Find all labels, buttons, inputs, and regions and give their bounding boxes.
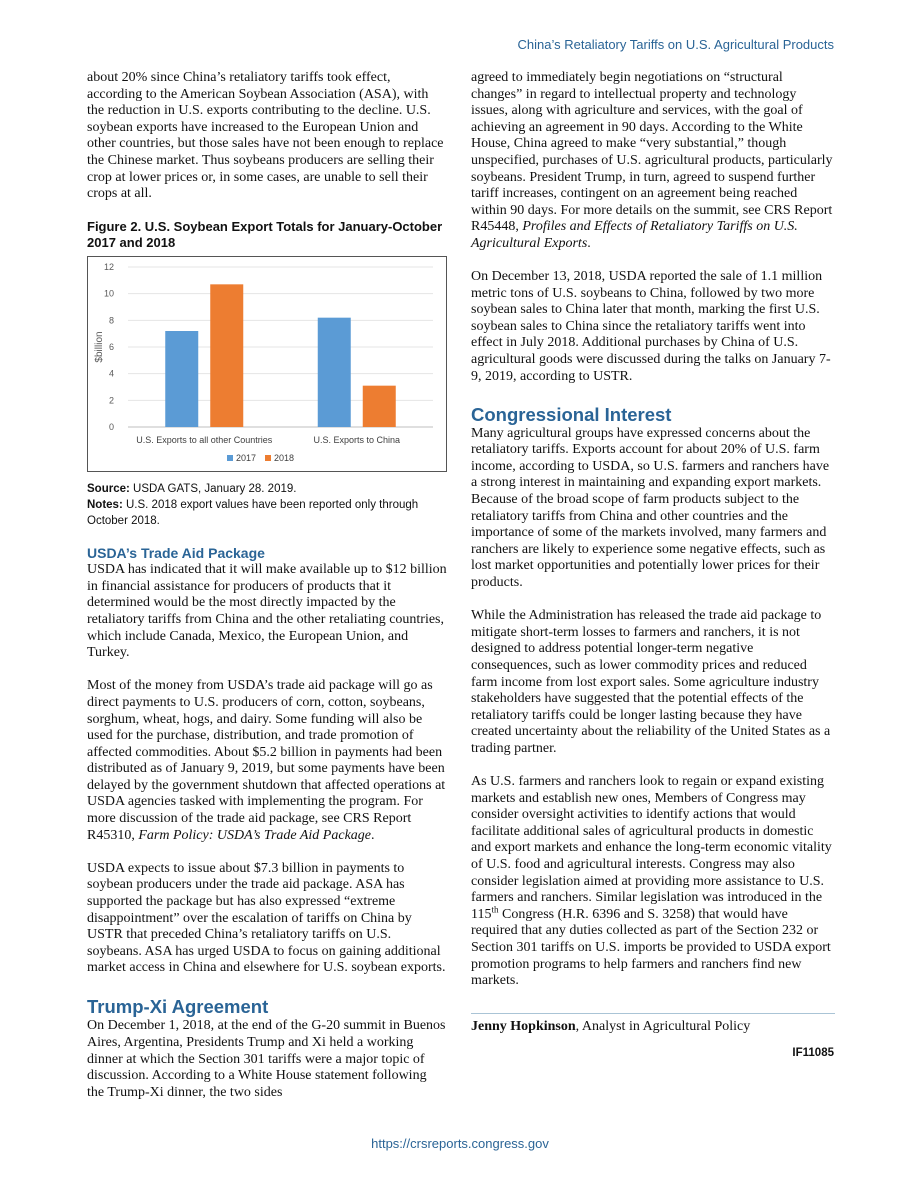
- figure-title: Figure 2. U.S. Soybean Export Totals for January-October 2017 and 2018: [87, 219, 443, 251]
- heading-trump-xi: Trump-Xi Agreement: [87, 996, 269, 1018]
- heading-trade-aid: USDA’s Trade Aid Package: [87, 545, 265, 562]
- paragraph-text: Most of the money from USDA’s trade aid package will go as direct payments to U.S. producers of corn, cotton, soybeans, sorghum, wheat, hogs, and dairy. Some funding will also be used for the purchase, distribution, and trade promotion of affected commodities. About $5.2 billion in payments had been distributed as of January 9, 2019, but some payments have been delayed by the government shutdown that affected operations at USDA agencies tasked with implementing the program. For more discussion of the trade aid package, see CRS Report R45310,: [87, 678, 446, 843]
- paragraph-trade-aid: USDA has indicated that it will make available up to $12 billion in financial assistance for producers of products that it determined would be the most directly impacted by the retaliatory tariffs from China and the other retaliating countries, which include Canada, Mexico, the European Union, and Turkey.: [87, 562, 447, 661]
- paragraph-g20-summit: On December 1, 2018, at the end of the G-20 summit in Buenos Aires, Argentina, Presidents Trump and Xi held a working dinner at which the Section 301 tariffs were a major topic of discussion. According to a White House statement following the Trump-Xi dinner, the two sides: [87, 1018, 446, 1100]
- paragraph-administration: While the Administration has released the trade aid package to mitigate short-term losses to farmers and ranchers, it is not designed to address potential longer-term negative consequences, such as lower commodity prices and reduced farm income from lost export sales. Some agriculture industry stakeholders have suggested that the potential effects of the retaliatory tariffs could be longer lasting because they have created uncertainty about the reliability of the United States as a trading partner.: [471, 608, 831, 756]
- y-tick-label: 8: [108, 315, 114, 326]
- bar-2017: [318, 318, 351, 427]
- report-id: IF11085: [792, 1047, 834, 1059]
- report-citation: Profiles and Effects of Retaliatory Tariffs on U.S. Agricultural Exports: [471, 219, 798, 251]
- heading-congressional-interest: Congressional Interest: [471, 403, 672, 425]
- notes-label: Notes:: [87, 499, 123, 512]
- author-divider: [471, 1013, 835, 1014]
- paragraph-text: Congress (H.R. 6396 and S. 3258) that would have required that any duties collected as part of the Section 232 or Section 301 tariffs on U.S. imports be provided to USDA export promotion programs to help farmers and ranchers find new markets.: [471, 906, 831, 989]
- legend-label: 2017: [236, 453, 257, 464]
- paragraph-text: As U.S. farmers and ranchers look to regain or expand existing markets and establish new ones, Members of Congress may consider oversight activities to identify actions that would facilitate additional sales of agricultural products in domestic and export markets and enhance the long-term economic vitality of U.S. food and agricultural interests. Congress may also consider legislation aimed at providing more assistance to U.S. farmers and ranchers. Similar legislation was introduced in the 115: [471, 773, 832, 922]
- paragraph-soybean-decline: about 20% since China’s retaliatory tariffs took effect, according to the American Soybean Association (ASA), with the reduction in U.S. exports contributing to the decline. U.S. soybean exports have increased to the European Union and other countries, but those sales have not been enough to replace the Chinese market. Thus soybeans producers are selling their crop at lower prices or, in some cases, are unable to sell their crops at all.: [87, 70, 444, 202]
- source-text: USDA GATS, January 28. 2019.: [133, 483, 297, 496]
- legend-label: 2018: [274, 453, 295, 464]
- figure-source: [87, 481, 447, 497]
- right-column: [471, 70, 836, 990]
- x-tick-label: U.S. Exports to China: [313, 435, 401, 446]
- y-axis-label: $billion: [94, 331, 105, 363]
- author-title: , Analyst in Agricultural Policy: [575, 1019, 751, 1034]
- y-tick-label: 12: [103, 262, 114, 273]
- punctuation: .: [587, 235, 591, 251]
- ordinal-suffix: th: [491, 904, 499, 915]
- paragraph-soybean-sales: On December 13, 2018, USDA reported the sale of 1.1 million metric tons of U.S. soybeans to China, followed by two more soybean sales to China later that month, marking the first U.S. soybean sales to China since the retaliatory tariffs went into effect in July 2018. Additional purchases by China of U.S. agricultural goods were discussed during the talks on January 7-9, 2019, according to USTR.: [471, 269, 831, 384]
- bar-2018: [363, 386, 396, 427]
- bar-chart: [88, 257, 446, 471]
- footer-url[interactable]: https://crsreports.congress.gov: [371, 1136, 549, 1151]
- y-tick-label: 6: [108, 342, 114, 353]
- y-tick-label: 2: [108, 395, 114, 406]
- bar-2017: [165, 331, 198, 427]
- paragraph-text: agreed to immediately begin negotiations on “structural changes” in regard to intellectual property and technology issues, along with agriculture and services, with the goal of achieving an agreement in 90 days. According to the White House, China agreed to make “very substantial,” though unspecified, purchases of U.S. agricultural products, particularly soybeans. President Trump, in turn, agreed to suspend further tariff increases, contingent on an agreement being reached within 90 days. For more details on the summit, see CRS Report R45448,: [471, 70, 833, 235]
- source-label: Source:: [87, 483, 130, 496]
- y-tick-label: 10: [103, 288, 114, 299]
- author-name: Jenny Hopkinson: [471, 1019, 576, 1034]
- running-header: China’s Retaliatory Tariffs on U.S. Agricultural Products: [517, 37, 834, 52]
- y-tick-label: 0: [108, 422, 114, 433]
- punctuation: .: [371, 827, 375, 843]
- legend-swatch-2017: [227, 455, 233, 461]
- bar-2018: [210, 285, 243, 428]
- paragraph-direct-payments: [87, 678, 447, 844]
- paragraph-concerns: Many agricultural groups have expressed concerns about the retaliatory tariffs. Exports account for about 20% of U.S. farm income, according to USDA, so U.S. farmers and ranchers have a strong interest in maintaining and expanding export markets. Because of the broad scope of farm products subject to the retaliatory tariffs from China and other countries and the importance of some of the markets involved, many farmers and ranchers are likely to experience some negative effects, such as lost market opportunities and potentially lower prices for their products.: [471, 425, 830, 591]
- y-tick-label: 4: [108, 368, 114, 379]
- figure-notes: [87, 497, 447, 529]
- author-line: [471, 1018, 835, 1035]
- notes-text: U.S. 2018 export values have been reported only through October 2018.: [87, 499, 419, 528]
- paragraph-soybean-payments: USDA expects to issue about $7.3 billion in payments to soybean producers under the trade aid package. ASA has supported the package but has also expressed “extreme disappointment” over the escalation of tariffs on China by USTR that preceded China’s retaliatory tariffs on U.S. soybeans. ASA has urged USDA to focus on gaining additional market access in China and elsewhere for U.S. soybean exports.: [87, 860, 446, 976]
- left-column: [87, 70, 447, 1101]
- paragraph-oversight: [471, 774, 836, 990]
- legend-swatch-2018: [265, 455, 271, 461]
- paragraph-negotiations: [471, 70, 836, 253]
- figure-chart: [87, 256, 447, 472]
- x-tick-label: U.S. Exports to all other Countries: [136, 435, 273, 446]
- report-citation: Farm Policy: USDA’s Trade Aid Package: [138, 827, 371, 843]
